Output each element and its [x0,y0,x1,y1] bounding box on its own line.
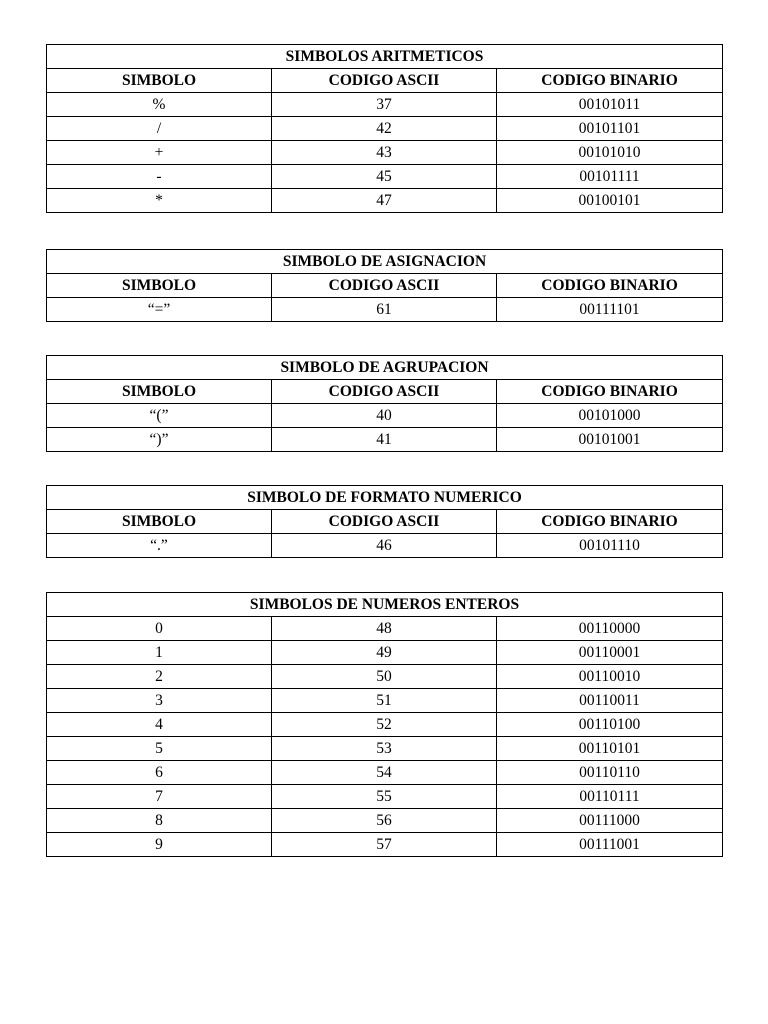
cell-ascii: 49 [272,641,497,665]
column-header-binario: CODIGO BINARIO [497,510,723,534]
arithmetic-symbols-table [46,44,723,213]
table-row [47,737,723,761]
column-header-simbolo: SIMBOLO [47,69,272,93]
cell-simbolo: 8 [47,809,272,833]
table-row [47,833,723,857]
cell-binario: 00111001 [497,833,723,857]
cell-simbolo: “.” [47,534,272,558]
table-title-row [47,486,723,510]
cell-simbolo: / [47,117,272,141]
column-header-ascii: CODIGO ASCII [272,380,497,404]
cell-binario: 00101000 [497,404,723,428]
column-header-simbolo: SIMBOLO [47,510,272,534]
table-header-row [47,274,723,298]
table-body [47,93,723,213]
cell-binario: 00100101 [497,189,723,213]
cell-binario: 00110000 [497,617,723,641]
table-row [47,785,723,809]
column-header-binario: CODIGO BINARIO [497,69,723,93]
table-header-row [47,510,723,534]
table-title: SIMBOLOS DE NUMEROS ENTEROS [47,593,723,617]
cell-simbolo: - [47,165,272,189]
cell-ascii: 55 [272,785,497,809]
integer-symbols-table [46,592,723,857]
column-header-simbolo: SIMBOLO [47,380,272,404]
cell-binario: 00101011 [497,93,723,117]
table-title-row [47,45,723,69]
table-row [47,713,723,737]
table-header-row [47,69,723,93]
column-header-ascii: CODIGO ASCII [272,274,497,298]
table-row [47,689,723,713]
cell-ascii: 43 [272,141,497,165]
table-row [47,761,723,785]
cell-ascii: 51 [272,689,497,713]
cell-simbolo: “)” [47,428,272,452]
cell-simbolo: “(” [47,404,272,428]
table-body [47,534,723,558]
table-title: SIMBOLO DE AGRUPACION [47,356,723,380]
table-row [47,165,723,189]
cell-ascii: 42 [272,117,497,141]
cell-ascii: 50 [272,665,497,689]
table-body [47,298,723,322]
cell-simbolo: 2 [47,665,272,689]
cell-simbolo: 7 [47,785,272,809]
cell-ascii: 37 [272,93,497,117]
table-title-row [47,593,723,617]
cell-binario: 00110011 [497,689,723,713]
column-header-simbolo: SIMBOLO [47,274,272,298]
cell-binario: 00101010 [497,141,723,165]
cell-simbolo: * [47,189,272,213]
column-header-binario: CODIGO BINARIO [497,274,723,298]
cell-binario: 00110001 [497,641,723,665]
cell-simbolo: 1 [47,641,272,665]
column-header-ascii: CODIGO ASCII [272,510,497,534]
cell-binario: 00110111 [497,785,723,809]
cell-ascii: 52 [272,713,497,737]
table-row [47,404,723,428]
table-title: SIMBOLO DE ASIGNACION [47,250,723,274]
table-row [47,641,723,665]
table-row [47,534,723,558]
cell-simbolo: “=” [47,298,272,322]
table-title: SIMBOLO DE FORMATO NUMERICO [47,486,723,510]
cell-simbolo: 6 [47,761,272,785]
cell-binario: 00101110 [497,534,723,558]
cell-simbolo: 4 [47,713,272,737]
cell-binario: 00101101 [497,117,723,141]
cell-ascii: 54 [272,761,497,785]
cell-ascii: 45 [272,165,497,189]
cell-binario: 00101001 [497,428,723,452]
cell-ascii: 56 [272,809,497,833]
cell-ascii: 48 [272,617,497,641]
column-header-ascii: CODIGO ASCII [272,69,497,93]
cell-ascii: 53 [272,737,497,761]
table-body [47,617,723,857]
table-row [47,93,723,117]
table-title: SIMBOLOS ARITMETICOS [47,45,723,69]
table-title-row [47,356,723,380]
table-row [47,298,723,322]
cell-ascii: 41 [272,428,497,452]
number-format-symbol-table [46,485,723,558]
cell-ascii: 61 [272,298,497,322]
cell-simbolo: % [47,93,272,117]
grouping-symbol-table [46,355,723,452]
cell-simbolo: 3 [47,689,272,713]
table-row [47,617,723,641]
cell-binario: 00111101 [497,298,723,322]
cell-ascii: 46 [272,534,497,558]
table-row [47,189,723,213]
table-body [47,404,723,452]
cell-binario: 00111000 [497,809,723,833]
table-header-row [47,380,723,404]
table-row [47,117,723,141]
table-row [47,665,723,689]
table-row [47,428,723,452]
cell-simbolo: + [47,141,272,165]
cell-simbolo: 5 [47,737,272,761]
cell-ascii: 40 [272,404,497,428]
cell-ascii: 47 [272,189,497,213]
column-header-binario: CODIGO BINARIO [497,380,723,404]
cell-simbolo: 0 [47,617,272,641]
assignment-symbol-table [46,249,723,322]
cell-binario: 00110100 [497,713,723,737]
cell-binario: 00110101 [497,737,723,761]
table-title-row [47,250,723,274]
cell-binario: 00101111 [497,165,723,189]
cell-binario: 00110110 [497,761,723,785]
cell-simbolo: 9 [47,833,272,857]
table-row [47,141,723,165]
cell-ascii: 57 [272,833,497,857]
cell-binario: 00110010 [497,665,723,689]
table-row [47,809,723,833]
